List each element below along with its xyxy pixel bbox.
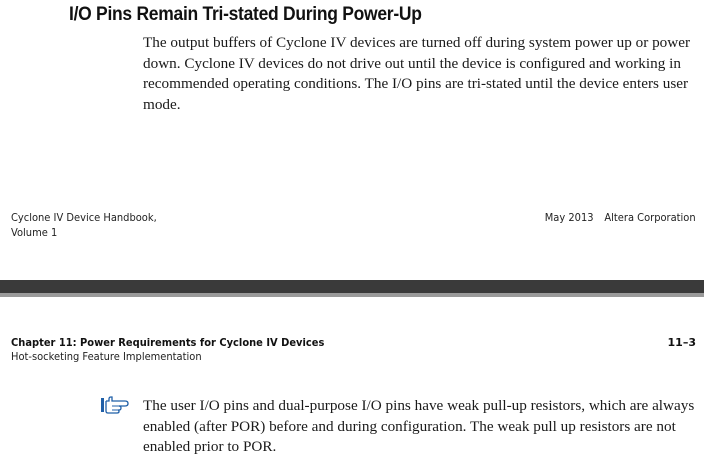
footer-handbook-title: Cyclone IV Device Handbook,	[11, 211, 157, 224]
footer-publisher	[545, 210, 696, 225]
pointing-hand-icon	[100, 396, 130, 414]
section-subheader: Hot-socketing Feature Implementation	[11, 350, 202, 363]
page-break-band	[0, 280, 704, 293]
pull-up-note: The user I/O pins and dual-purpose I/O pins have weak pull-up resistors, which are always enabled (after POR) before and during configuration. The weak pull up resistors are not enabled prior to POR.	[143, 397, 695, 455]
footer-handbook	[11, 210, 157, 240]
footer-handbook-volume: Volume 1	[11, 226, 58, 239]
tri-state-paragraph: The output buffers of Cyclone IV devices are turned off during system power up or power down. Cyclone IV devices do not drive out until the device is configured and working in recommended operating conditions. The I/O pins are tri-stated until the device enters user mode.	[143, 34, 691, 113]
footer-date: May 2013	[545, 211, 594, 224]
footer-company: Altera Corporation	[604, 211, 696, 224]
page-break-band-shadow	[0, 293, 704, 297]
chapter-header: Chapter 11: Power Requirements for Cyclone IV Devices	[11, 336, 325, 349]
page-number: 11–3	[667, 336, 696, 349]
section-heading: I/O Pins Remain Tri-stated During Power-Up	[69, 4, 422, 25]
